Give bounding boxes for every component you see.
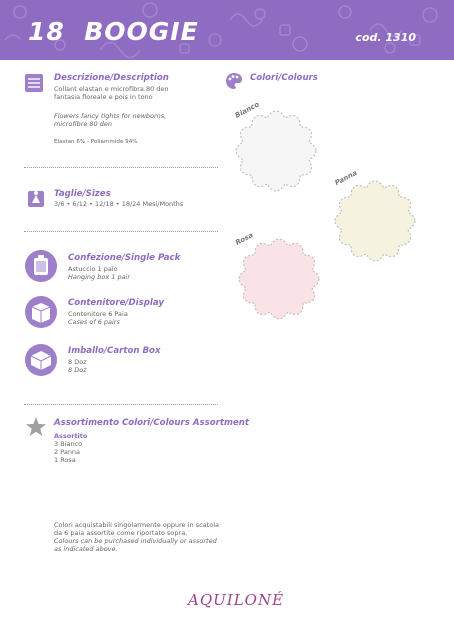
star-icon — [25, 416, 47, 438]
swatch-panna — [332, 178, 418, 264]
header-banner — [0, 0, 454, 60]
carton-title: Imballo/Carton Box — [68, 346, 161, 356]
swatch-bianco — [233, 108, 319, 194]
divider — [24, 231, 218, 232]
note-it-2: da 6 paia assortite come riportato sopra. — [54, 529, 188, 537]
carton-it: 8 Doz — [68, 358, 87, 366]
sizes-values: 3/6 • 6/12 • 12/18 • 18/24 Mesi/Months — [54, 200, 184, 208]
palette-icon — [225, 72, 243, 90]
swatch-rosa — [236, 236, 322, 322]
assortment-item: 3 Bianco — [54, 440, 83, 448]
description-icon — [24, 73, 44, 93]
sizes-title: Taglie/Sizes — [54, 189, 111, 199]
swatch-shape — [236, 111, 316, 191]
description-en-1: Flowers fancy tights for newborns, — [54, 112, 167, 120]
carton-icon — [24, 343, 58, 377]
note-en-2: as indicated above. — [54, 545, 118, 553]
brand-logo: AQUILONÉ — [188, 591, 285, 609]
product-title: 18 BOOGIE — [28, 17, 199, 46]
sizes-icon — [26, 187, 46, 209]
description-it-1: Collant elastan e microfibra 80 den — [54, 85, 169, 93]
single-pack-en: Hanging box 1 pair — [68, 273, 131, 281]
description-title: Descrizione/Description — [54, 73, 169, 83]
single-pack-it: Astuccio 1 paio — [68, 265, 118, 273]
assortment-title: Assortimento Colori/Colours Assortment — [54, 418, 250, 428]
display-en: Cases of 6 pairs — [68, 318, 120, 326]
assortment-item: 1 Rosa — [54, 456, 76, 464]
display-icon — [24, 295, 58, 329]
swatch-label-panna: Panna — [333, 168, 359, 188]
composition-text: Elastan 6% - Poliammide 94% — [54, 139, 138, 145]
carton-en: 8 Doz — [68, 366, 87, 374]
swatch-label-rosa: Rosa — [234, 231, 255, 247]
note-it-1: Colori acquistabili singolarmente oppure in scatola — [54, 521, 219, 529]
display-title: Contenitore/Display — [68, 298, 164, 308]
divider — [24, 404, 218, 405]
single-pack-icon — [24, 249, 58, 283]
assortment-subtitle: Assortito — [54, 432, 88, 440]
swatch-shape — [335, 181, 415, 261]
colours-title: Colori/Colours — [250, 73, 318, 83]
display-it: Contenitore 6 Paia — [68, 310, 128, 318]
description-it-2: fantasia floreale e pois in tono — [54, 93, 153, 101]
note-en-1: Colours can be purchased individually or assorted — [54, 537, 217, 545]
single-pack-title: Confezione/Single Pack — [68, 253, 181, 263]
divider — [24, 167, 218, 168]
product-code: cod. 1310 — [355, 31, 416, 44]
assortment-item: 2 Panna — [54, 448, 81, 456]
swatch-label-bianco: Bianco — [233, 100, 261, 120]
description-en-2: microfibre 80 den — [54, 120, 113, 128]
swatch-shape — [239, 239, 319, 319]
